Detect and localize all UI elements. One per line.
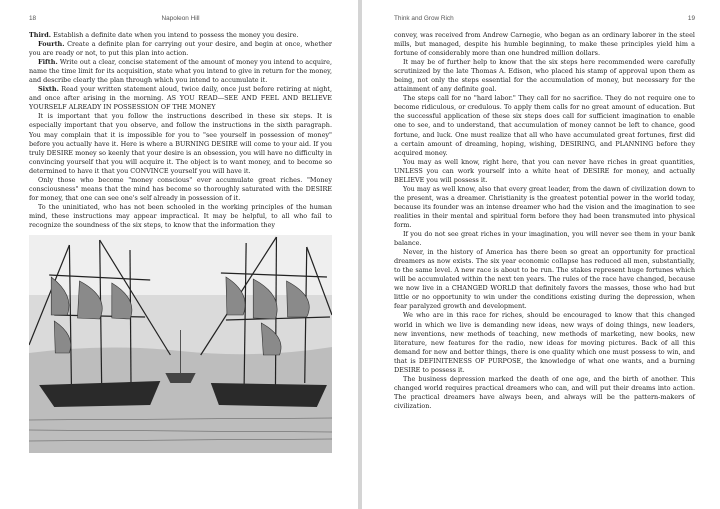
right-running-title: Think and Grow Rich <box>394 15 454 22</box>
left-body-text <box>29 31 332 230</box>
paragraph-text: It is important that you follow the instructions described in these six steps. It is especially important that you observe, and follow the instructions in the sixth paragraph. You may complain that it is impossible for you to "see yourself in possession of money" before you actually have it. Here is where a BURNING DESIRE will come to your aid. If you truly DESIRE money so keenly that your desire is an obsession, you will have no difficulty in convincing yourself that you will acquire it. The object is to want money, and to become so determined to have it that you CONVINCE yourself you will have it. <box>29 112 332 175</box>
paragraph: If you do not see great riches in your imagination, you will never see them in your bank balance. <box>394 230 695 248</box>
left-running-title: Napoleon Hill <box>161 15 200 22</box>
paragraph <box>29 203 332 230</box>
step-lead: Third. <box>29 31 52 39</box>
paragraph: convey, was received from Andrew Carnegie, who began as an ordinary laborer in the steel mills, but managed, despite his humble beginning, to make these principles yield him a fortune of considerably more than one hundred million dollars. <box>394 31 695 58</box>
paragraph <box>29 40 332 58</box>
right-page-number: 19 <box>687 15 695 22</box>
paragraph-text: Only those who become "money conscious" ever accumulate great riches. "Money consciousness" means that the mind has become so thoroughly saturated with the DESIRE for money, that one can see one's self already in possession of it. <box>29 175 332 202</box>
paragraph <box>29 112 332 175</box>
paragraph: The business depression marked the death of one age, and the birth of another. This changed world requires practical dreamers who can, and will put their dreams into action. The practical dreamers have always been, and always will be the pattern-makers of civilization. <box>394 374 695 410</box>
paragraph-text: To the uninitiated, who has not been schooled in the working principles of the human mind, these instructions may appear impractical. It may be helpful, to all who fail to recognize the soundness of the six steps, to know that the information they <box>29 202 332 229</box>
left-page-number: 18 <box>29 15 37 22</box>
paragraph <box>29 176 332 203</box>
left-running-head <box>29 15 332 29</box>
paragraph-text: Read your written statement aloud, twice daily, once just before retiring at night, and once after arising in the morning. AS YOU READ—SEE AND FEEL AND BELIEVE YOURSELF ALREADY IN POSSESSION OF THE MONEY <box>29 85 332 112</box>
paragraph-text: Establish a definite date when you intend to possess the money you desire. <box>51 31 299 39</box>
right-body-text <box>394 31 695 411</box>
paragraph <box>29 58 332 85</box>
ships-drawing <box>29 235 332 453</box>
right-running-head <box>394 15 695 29</box>
left-page <box>0 0 358 509</box>
paragraph-text: Create a definite plan for carrying out your desire, and begin at once, whether you are ready or not, to put this plan into action. <box>29 40 332 58</box>
paragraph: You may as well know, right here, that you can never have riches in great quantities, UNLESS you can work yourself into a white heat of DESIRE for money, and actually BELIEVE you will possess it. <box>394 157 695 184</box>
paragraph: The steps call for no "hard labor." They call for no sacrifice. They do not require one to become ridiculous, or credulous. To apply them calls for no great amount of education. But the successful application of these six steps does call for sufficient imagination to enable one to see, and to understand, that accumulation of money cannot be left to chance, good fortune, and luck. One must realize that all who have accumulated great fortunes, first did a certain amount of dreaming, hoping, wishing, DESIRING, and PLANNING before they acquired money. <box>394 94 695 157</box>
paragraph <box>29 31 332 40</box>
right-page <box>362 0 720 509</box>
paragraph: It may be of further help to know that the six steps here recommended were carefully scrutinized by the late Thomas A. Edison, who placed his stamp of approval upon them as being, not only the steps essential for the accumulation of money, but necessary for the attainment of any definite goal. <box>394 58 695 94</box>
step-lead: Sixth. <box>38 85 59 94</box>
step-lead: Fifth. <box>38 58 58 67</box>
paragraph <box>29 85 332 112</box>
paragraph-text: Write out a clear, concise statement of the amount of money you intend to acquire, name the time limit for its acquisition, state what you intend to give in return for the money, and describe clearly the plan through which you intend to accumulate it. <box>29 58 332 85</box>
paragraph: We who are in this race for riches, should be encouraged to know that this changed world in which we live is demanding new ideas, new ways of doing things, new leaders, new inventions, new methods of teaching, new methods of marketing, new books, new literature, new features for the radio, new ideas for moving pictures. Back of all this demand for new and better things, there is one quality which one must possess to win, and that is DEFINITENESS OF PURPOSE, the knowledge of what one wants, and a burning DESIRE to possess it. <box>394 311 695 374</box>
sailing-ships-illustration <box>29 235 332 453</box>
paragraph: You may as well know, also that every great leader, from the dawn of civilization down to the present, was a dreamer. Christianity is the greatest potential power in the world today, because its founder was an intense dreamer who had the vision and the imagination to see realities in their mental and spiritual form before they had been transmuted into physical form. <box>394 184 695 229</box>
paragraph: Never, in the history of America has there been so great an opportunity for practical dreamers as now exists. The six year economic collapse has reduced all men, substantially, to the same level. A new race is about to be run. The stakes represent huge fortunes which will be accumulated within the next ten years. The rules of the race have changed, because we now live in a CHANGED WORLD that definitely favors the masses, those who had but little or no opportunity to win under the conditions existing during the depression, when fear paralyzed growth and development. <box>394 248 695 311</box>
step-lead: Fourth. <box>38 40 65 49</box>
